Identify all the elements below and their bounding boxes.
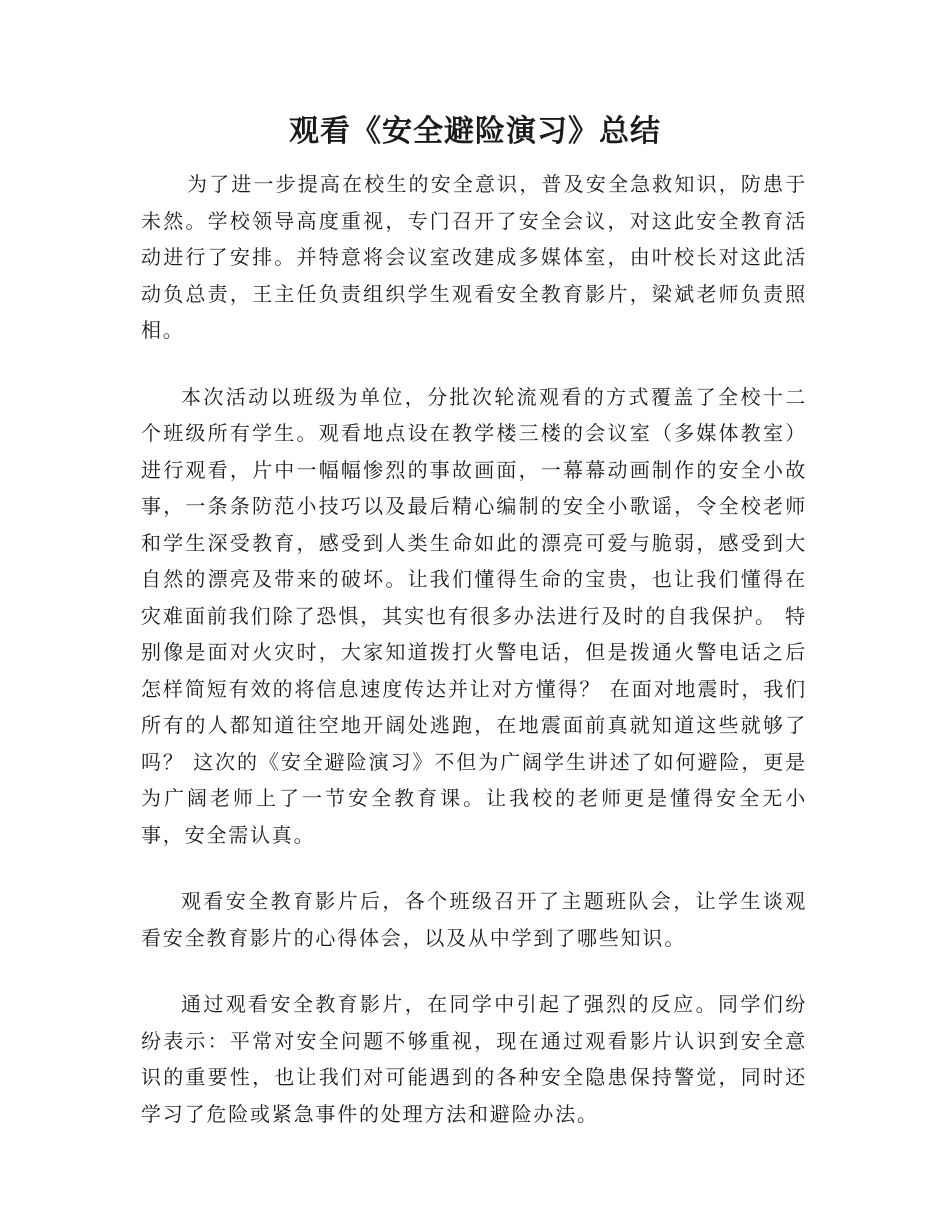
document-body (141, 166, 807, 1132)
paragraph-1: 为了进一步提高在校生的安全意识，普及安全急救知识，防患于未然。学校领导高度重视，专门召开了安全会议，对这此安全教育活动进行了安排。并特意将会议室改建成多媒体室，由叶校长对这此活动负总责，王主任负责组织学生观看安全教育影片，梁斌老师负责照相。 (141, 172, 807, 342)
paragraph-2: 本次活动以班级为单位，分批次轮流观看的方式覆盖了全校十二个班级所有学生。观看地点设在教学楼三楼的会议室（多媒体教室）进行观看，片中一幅幅惨烈的事故画面，一幕幕动画制作的安全小故事，一条条防范小技巧以及最后精心编制的安全小歌谣，令全校老师和学生深受教育，感受到人类生命如此的漂亮可爱与脆弱，感受到大自然的漂亮及带来的破坏。让我们懂得生命的宝贵，也让我们懂得在灾难面前我们除了恐惧，其实也有很多办法进行及时的自我保护。 特别像是面对火灾时，大家知道拨打火警电话，但是拨通火警电话之后怎样简短有效的将信息速度传达并让对方懂得？ 在面对地震时，我们所有的人都知道往空地开阔处逃跑，在地震面前真就知道这些就够了吗？ 这次的《安全避险演习》不但为广阔学生讲述了如何避险，更是为广阔老师上了一节安全教育课。让我校的老师更是懂得安全无小事，安全需认真。 (141, 384, 807, 847)
paragraph-spacer (141, 349, 807, 379)
paragraph-3: 观看安全教育影片后，各个班级召开了主题班队会，让学生谈观看安全教育影片的心得体会，以及从中学到了哪些知识。 (141, 889, 807, 950)
document-title: 观看《安全避险演习》总结 (289, 114, 661, 149)
paragraph-4: 通过观看安全教育影片，在同学中引起了强烈的反应。同学们纷纷表示：平常对安全问题不够重视，现在通过观看影片认识到安全意识的重要性，也让我们对可能遇到的各种安全隐患保持警觉，同时还学习了危险或紧急事件的处理方法和避险办法。 (141, 992, 807, 1126)
paragraph-spacer (141, 956, 807, 986)
paragraph-spacer (141, 853, 807, 883)
